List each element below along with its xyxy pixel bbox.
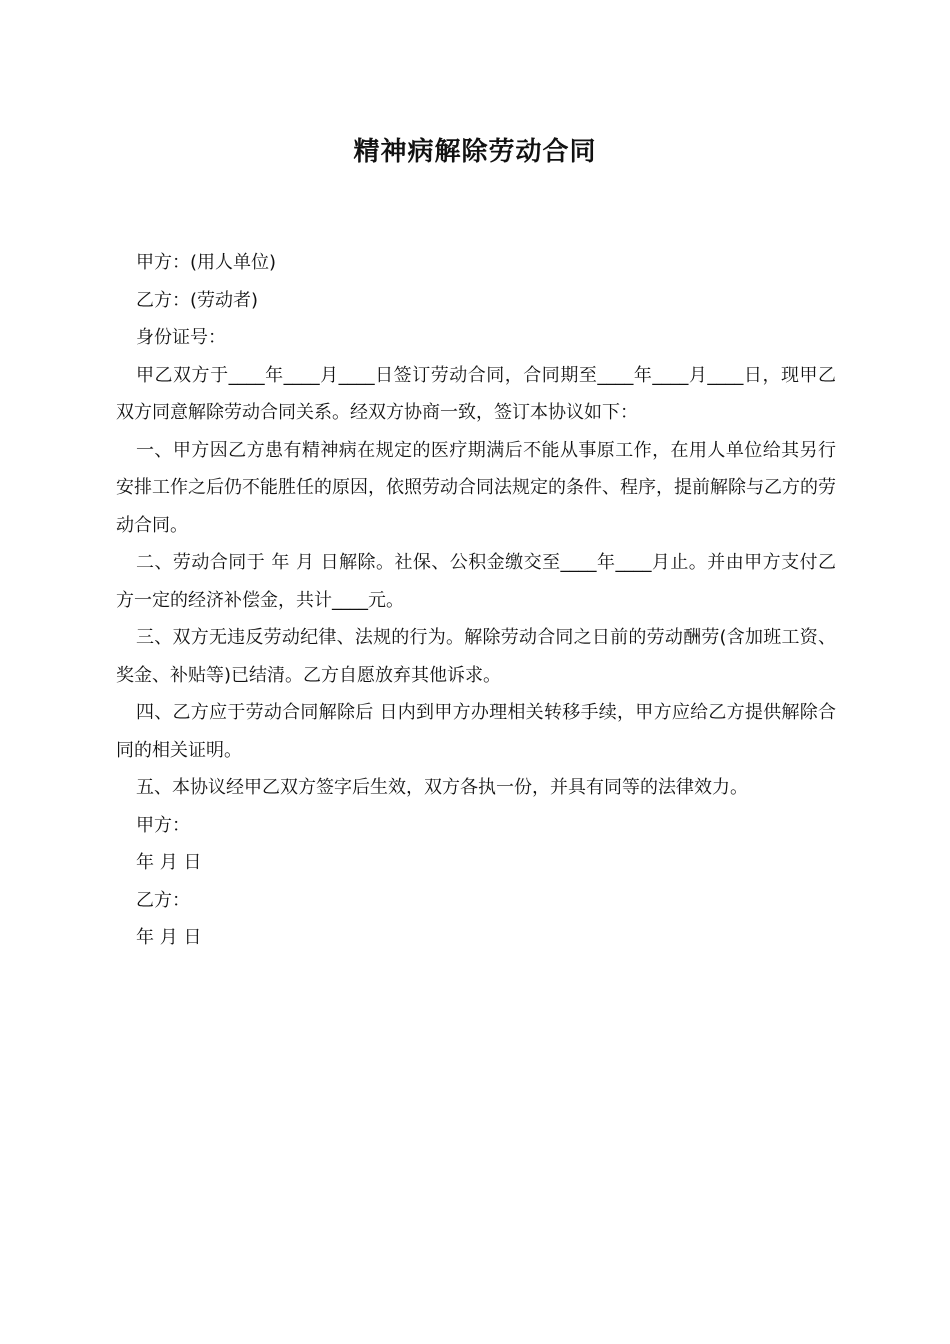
- clause-4: 四、乙方应于劳动合同解除后 日内到甲方办理相关转移手续，甲方应给乙方提供解除合同的相关证明。: [116, 702, 836, 761]
- party-a-line: 甲方：(用人单位): [136, 252, 277, 273]
- clause-1: 一、甲方因乙方患有精神病在规定的医疗期满后不能从事原工作，在用人单位给其另行安排工作之后仍不能胜任的原因，依照劳动合同法规定的条件、程序，提前解除与乙方的劳动合同。: [116, 439, 836, 536]
- signature-party-b: 乙方：: [136, 889, 190, 911]
- clause-2: 二、劳动合同于 年 月 日解除。社保、公积金缴交至____年____月止。并由甲方支付乙方一定的经济补偿金，共计____元。: [116, 552, 836, 611]
- intro-paragraph: 甲乙双方于____年____月____日签订劳动合同，合同期至____年____月____日，现甲乙双方同意解除劳动合同关系。经双方协商一致，签订本协议如下：: [116, 364, 836, 423]
- document-title: 精神病解除劳动合同: [353, 137, 597, 167]
- document-body: [116, 244, 836, 957]
- id-number-line: 身份证号：: [136, 327, 226, 348]
- party-b-line: 乙方：(劳动者): [136, 289, 259, 311]
- signature-party-a: 甲方：: [136, 814, 190, 836]
- date-party-b: 年 月 日: [136, 927, 202, 948]
- date-party-a: 年 月 日: [136, 852, 202, 873]
- clause-5: 五、本协议经甲乙双方签字后生效，双方各执一份，并具有同等的法律效力。: [136, 777, 748, 798]
- clause-3: 三、双方无违反劳动纪律、法规的行为。解除劳动合同之日前的劳动酬劳(含加班工资、奖金、补贴等)已结清。乙方自愿放弃其他诉求。: [116, 627, 836, 686]
